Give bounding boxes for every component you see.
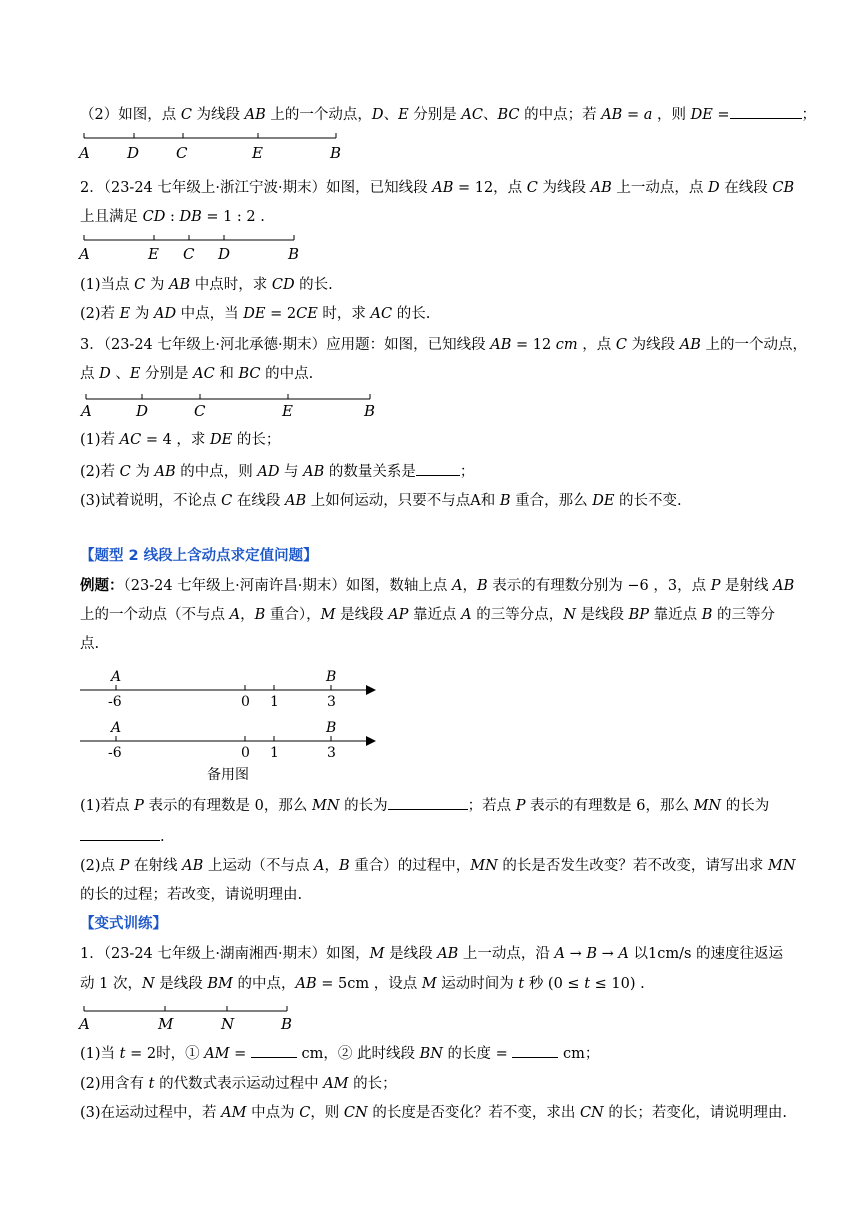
text-run: 为 bbox=[130, 306, 154, 322]
text-run: ≤ 10) . bbox=[590, 976, 645, 992]
text-run: ，点 bbox=[577, 337, 616, 353]
fig1-label-a: A bbox=[79, 144, 90, 162]
fig2-label-c: C bbox=[183, 245, 195, 263]
text-run: （23-24 七年级上·河南许昌·期末）如图，数轴上点 bbox=[123, 578, 452, 594]
text-run: C bbox=[526, 180, 538, 196]
text-run: 为 bbox=[145, 277, 169, 293]
nl2-label-a: A bbox=[111, 720, 122, 736]
text-run: t bbox=[584, 976, 591, 992]
text-run: = 1 : 2 . bbox=[201, 209, 265, 225]
text-run: (3)试着说明，不论点 bbox=[80, 493, 222, 509]
text-run: AB bbox=[182, 858, 204, 874]
nl1-label-b: B bbox=[326, 669, 337, 685]
text-run: 、 bbox=[110, 366, 130, 382]
text-run: 2．（23-24 七年级上·浙江宁波·期末）如图，已知线段 bbox=[80, 180, 433, 196]
text-run: AB bbox=[244, 107, 266, 123]
text-run: 上的一个动点， bbox=[700, 337, 807, 353]
text-run: B bbox=[254, 607, 266, 623]
text-run: C bbox=[134, 277, 146, 293]
fig2-label-a: A bbox=[79, 245, 90, 263]
text-run: AB bbox=[432, 180, 454, 196]
text-run: M bbox=[369, 946, 385, 962]
text-run: 为 bbox=[130, 464, 155, 480]
text-run: 、 bbox=[383, 107, 399, 123]
text-run: ， bbox=[324, 858, 339, 874]
text-run: P bbox=[119, 858, 130, 874]
text-run: C bbox=[221, 493, 233, 509]
text-run: 、 bbox=[482, 107, 498, 123]
fig4-label-n: N bbox=[221, 1015, 235, 1033]
text-run: AC bbox=[461, 107, 483, 123]
text-run: AB bbox=[679, 337, 701, 353]
text-run: 上一动点，点 bbox=[611, 180, 708, 196]
text-run: = 12 bbox=[511, 337, 556, 353]
text-run: (1)当 bbox=[80, 1046, 120, 1062]
section-heading-variant: 【变式训练】 bbox=[80, 916, 167, 932]
fig4-label-m: M bbox=[158, 1015, 174, 1033]
text-run: 是线段 bbox=[384, 946, 438, 962]
fig1-label-e: E bbox=[252, 144, 263, 162]
fig2-label-d: D bbox=[218, 245, 231, 263]
fig4-label-b: B bbox=[281, 1015, 293, 1033]
nl2-tick-0: 0 bbox=[241, 745, 250, 761]
text-run: C bbox=[299, 1105, 311, 1121]
text-run: 的长是否发生改变？若不改变，请写出求 bbox=[497, 858, 769, 874]
text-run: 的长度是否变化？若不变，求出 bbox=[367, 1105, 580, 1121]
fig3-label-e: E bbox=[282, 402, 293, 420]
fig3-label-c: C bbox=[194, 402, 206, 420]
text-run: MN bbox=[693, 798, 722, 814]
text-run: AC bbox=[119, 432, 142, 448]
text-run: (2)用含有 bbox=[80, 1076, 149, 1092]
text-run: 是射线 bbox=[720, 578, 774, 594]
text-run: CN bbox=[343, 1105, 368, 1121]
text-run: 3．（23-24 七年级上·河北承德·期末）应用题：如图，已知线段 bbox=[80, 337, 491, 353]
text-run: 的长为 bbox=[721, 798, 770, 814]
text-run: AC bbox=[370, 306, 393, 322]
text-run: C bbox=[119, 464, 131, 480]
text-run: 与 bbox=[279, 464, 304, 480]
text-run: 点 bbox=[80, 366, 100, 382]
text-run: cm； bbox=[558, 1046, 600, 1062]
text-run: 的中点. bbox=[260, 366, 314, 382]
fig1-label-c: C bbox=[176, 144, 188, 162]
text-run: ， bbox=[462, 578, 477, 594]
text-run: : bbox=[165, 209, 180, 225]
text-run: 为线段 bbox=[191, 107, 245, 123]
text-run: 和 bbox=[214, 366, 239, 382]
text-run: AB bbox=[490, 337, 512, 353]
nl1-tick-1: 1 bbox=[270, 694, 279, 710]
text-run: 的三等分 bbox=[712, 607, 776, 623]
text-run: AM bbox=[323, 1076, 349, 1092]
nl1-tick-3: 3 bbox=[327, 694, 336, 710]
text-run: 的长为 bbox=[339, 798, 388, 814]
text-run: M bbox=[421, 976, 437, 992]
section-heading-type2: 【题型 2 线段上含动点求定值问题】 bbox=[80, 548, 318, 564]
text-run: 1．（23-24 七年级上·湖南湘西·期末）如图， bbox=[80, 946, 370, 962]
text-run: ， bbox=[240, 607, 255, 623]
text-run: AB bbox=[773, 578, 795, 594]
nl2-tick-neg6: -6 bbox=[108, 745, 122, 761]
text-run: (2)若 bbox=[80, 464, 120, 480]
text-run: E bbox=[119, 306, 131, 322]
text-run: 的代数式表示运动过程中 bbox=[154, 1076, 324, 1092]
text-run: 的长； bbox=[232, 432, 281, 448]
text-run: 在线段 bbox=[719, 180, 773, 196]
text-run: 为线段 bbox=[537, 180, 591, 196]
text-run: AD bbox=[153, 306, 177, 322]
text-run: 的长. bbox=[294, 277, 333, 293]
text-run: (2)点 bbox=[80, 858, 120, 874]
text-run: 上运动（不与点 bbox=[203, 858, 314, 874]
text-run: . bbox=[160, 829, 165, 845]
text-run: AB bbox=[303, 464, 325, 480]
text-run: MN bbox=[768, 858, 796, 874]
text-run: 靠近点 bbox=[649, 607, 702, 623]
text-run: DE bbox=[592, 493, 615, 509]
text-run: AM bbox=[204, 1046, 230, 1062]
text-run: 重合）的过程中， bbox=[349, 858, 471, 874]
text-run: 的中点，则 bbox=[175, 464, 258, 480]
text-run: AM bbox=[221, 1105, 247, 1121]
text-run: (1)若点 bbox=[80, 798, 135, 814]
text-run: B bbox=[701, 607, 713, 623]
text-run: ； bbox=[801, 107, 817, 123]
text-run: E bbox=[398, 107, 409, 123]
text-run: 是线段 bbox=[154, 976, 208, 992]
text-run: 靠近点 bbox=[408, 607, 462, 623]
nl2-tick-1: 1 bbox=[270, 745, 279, 761]
spare-figure-caption: 备用图 bbox=[207, 767, 249, 783]
segment-figure-3 bbox=[86, 394, 370, 399]
text-run: = 4 ，求 bbox=[141, 432, 211, 448]
text-run: ，则 bbox=[652, 107, 691, 123]
text-run: = bbox=[229, 1046, 251, 1062]
text-run: 上且满足 bbox=[80, 209, 143, 225]
text-run: AD bbox=[257, 464, 280, 480]
text-run: (2)若 bbox=[80, 306, 120, 322]
text-run: 上一动点，沿 bbox=[458, 946, 555, 962]
text-run: 的中点， bbox=[232, 976, 296, 992]
text-run: 在射线 bbox=[129, 858, 183, 874]
text-run: D bbox=[99, 366, 111, 382]
text-run: DB bbox=[179, 209, 202, 225]
text-run: 的长度 = bbox=[442, 1046, 513, 1062]
text-run: B bbox=[499, 493, 511, 509]
text-run: AB bbox=[437, 946, 459, 962]
text-run: = 2 bbox=[265, 306, 297, 322]
fig1-label-b: B bbox=[330, 144, 342, 162]
text-run: A bbox=[461, 607, 472, 623]
text-run: 中点为 bbox=[246, 1105, 300, 1121]
text-run: CD bbox=[271, 277, 295, 293]
text-run: 的长；若变化，请说明理由. bbox=[603, 1105, 787, 1121]
text-run: BC bbox=[238, 366, 261, 382]
text-run: MN bbox=[311, 798, 340, 814]
text-run: A → B → A bbox=[554, 946, 629, 962]
text-run: AB bbox=[154, 464, 176, 480]
text-run: 上的一个动点（不与点 bbox=[80, 607, 230, 623]
text-run: 上的一个动点， bbox=[265, 107, 372, 123]
text-run: BN bbox=[419, 1046, 443, 1062]
text-run: BP bbox=[628, 607, 650, 623]
text-run: 运动时间为 bbox=[436, 976, 519, 992]
text-run: AC bbox=[193, 366, 215, 382]
text-run: (1)若 bbox=[80, 432, 120, 448]
text-run: = 2时，① bbox=[125, 1046, 205, 1062]
segment-figure-4 bbox=[84, 1006, 287, 1011]
text-run: B bbox=[476, 578, 488, 594]
fig3-label-a: A bbox=[81, 402, 92, 420]
segment-figure-1 bbox=[84, 133, 336, 138]
text-run: 以1cm/s 的速度往返运 bbox=[628, 946, 784, 962]
text-run: 中点，当 bbox=[176, 306, 244, 322]
text-run: 的三等分点， bbox=[471, 607, 564, 623]
text-run: DE bbox=[243, 306, 266, 322]
text-run: 的长不变. bbox=[614, 493, 682, 509]
text-run: CN bbox=[579, 1105, 604, 1121]
text-run: t bbox=[119, 1046, 126, 1062]
text-run: AB bbox=[168, 277, 191, 293]
text-run: = 5cm ，设点 bbox=[316, 976, 422, 992]
fig1-label-d: D bbox=[127, 144, 140, 162]
text-run: C bbox=[615, 337, 627, 353]
text-run: t bbox=[148, 1076, 155, 1092]
text-run: 重合）， bbox=[265, 607, 321, 623]
nl1-tick-0: 0 bbox=[241, 694, 250, 710]
text-run: AP bbox=[388, 607, 409, 623]
fig3-label-d: D bbox=[136, 402, 149, 420]
text-run: A bbox=[314, 858, 325, 874]
text-run: 的长； bbox=[348, 1076, 397, 1092]
text-run: 动 1 次， bbox=[80, 976, 142, 992]
text-run: 表示的有理数分别为 −6 ，3，点 bbox=[487, 578, 711, 594]
nl2-tick-3: 3 bbox=[327, 745, 336, 761]
text-run: 中点时，求 bbox=[190, 277, 272, 293]
text-run: CE bbox=[296, 306, 318, 322]
text-run: B bbox=[338, 858, 350, 874]
text-run: 分别是 bbox=[408, 107, 462, 123]
text-run: MN bbox=[470, 858, 498, 874]
text-run: DE = bbox=[690, 107, 730, 123]
text-run: cm bbox=[555, 337, 578, 353]
nl1-tick-neg6: -6 bbox=[108, 694, 122, 710]
text-run: E bbox=[129, 366, 141, 382]
text-run: 的中点；若 bbox=[519, 107, 602, 123]
text-run: BC bbox=[497, 107, 520, 123]
text-run: 分别是 bbox=[140, 366, 194, 382]
text-run: N bbox=[563, 607, 576, 623]
text-run: CD bbox=[142, 209, 166, 225]
text-run: M bbox=[320, 607, 336, 623]
text-run: DE bbox=[210, 432, 233, 448]
text-run: 点. bbox=[80, 636, 100, 652]
text-run: ，则 bbox=[310, 1105, 344, 1121]
text-run: AB bbox=[590, 180, 612, 196]
text-run: 例题： bbox=[80, 577, 124, 594]
text-run: 的数量关系是 bbox=[324, 464, 416, 480]
text-run: 是线段 bbox=[335, 607, 389, 623]
text-run: （2）如图，点 bbox=[80, 107, 181, 123]
text-run: A bbox=[229, 607, 241, 623]
text-run: D bbox=[707, 180, 720, 196]
text-run: C bbox=[180, 107, 192, 123]
text-run: A bbox=[452, 578, 463, 594]
text-run: BM bbox=[207, 976, 233, 992]
text-run: D bbox=[371, 107, 384, 123]
text-run: 表示的有理数是 0，那么 bbox=[143, 798, 312, 814]
text-run: 秒 (0 ≤ bbox=[524, 976, 585, 992]
text-run: 时，求 bbox=[317, 306, 371, 322]
text-run: (3)在运动过程中，若 bbox=[80, 1105, 222, 1121]
text-run: 在线段 bbox=[232, 493, 285, 509]
text-run: AB bbox=[295, 976, 317, 992]
text-run: AB = a bbox=[601, 107, 653, 123]
text-run: P bbox=[515, 798, 526, 814]
fig2-label-e: E bbox=[148, 245, 159, 263]
fig4-label-a: A bbox=[79, 1015, 90, 1033]
text-run: 表示的有理数是 6，那么 bbox=[525, 798, 694, 814]
text-run: 上如何运动，只要不与点A和 bbox=[306, 493, 500, 509]
text-run: 是线段 bbox=[575, 607, 629, 623]
text-run: (1)当点 bbox=[80, 277, 135, 293]
text-run: ； bbox=[459, 464, 475, 480]
text-run: 的长的过程；若改变，请说明理由. bbox=[80, 887, 303, 903]
text-run: 的长. bbox=[392, 306, 431, 322]
text-run: N bbox=[141, 976, 155, 992]
text-run: = 12，点 bbox=[453, 180, 527, 196]
segment-figure-2 bbox=[84, 235, 294, 240]
text-run: 重合，那么 bbox=[510, 493, 593, 509]
text-run: P bbox=[134, 798, 144, 814]
text-run: t bbox=[518, 976, 525, 992]
text-run: ；若点 bbox=[467, 798, 516, 814]
fig3-label-b: B bbox=[364, 402, 376, 420]
nl2-label-b: B bbox=[326, 720, 337, 736]
text-run: cm，② 此时线段 bbox=[296, 1046, 420, 1062]
text-run: 为线段 bbox=[627, 337, 680, 353]
text-run: P bbox=[710, 578, 721, 594]
fig2-label-b: B bbox=[288, 245, 300, 263]
text-run: AB bbox=[284, 493, 307, 509]
nl1-label-a: A bbox=[111, 669, 122, 685]
text-run: CB bbox=[772, 180, 795, 196]
